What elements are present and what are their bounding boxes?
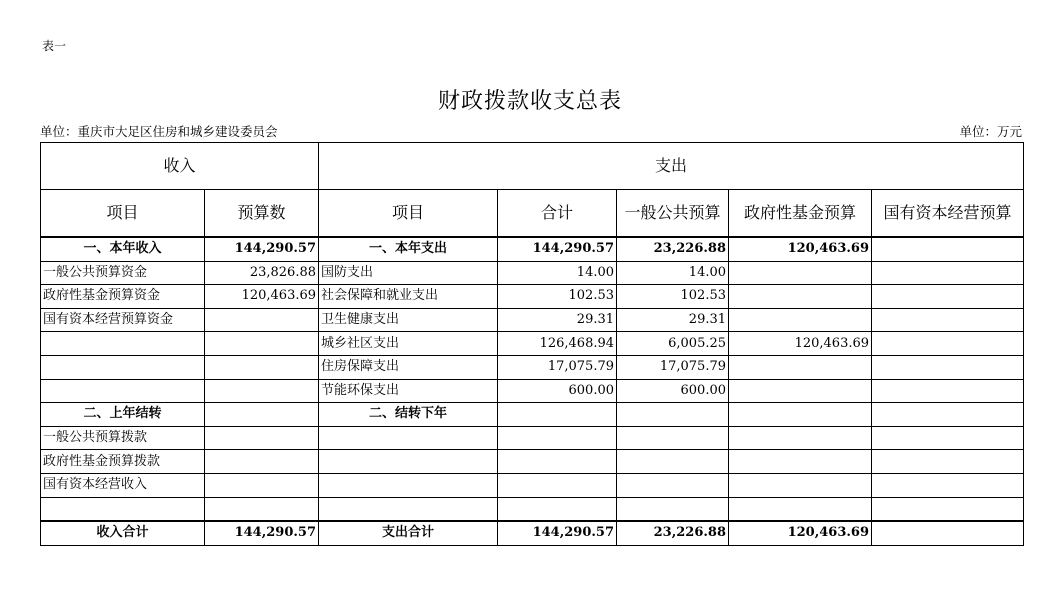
expense-fund [729, 355, 872, 379]
table-row [41, 355, 1024, 379]
table-row [41, 237, 1024, 261]
table-number: 表一 [42, 39, 67, 53]
expense-fund [729, 379, 872, 403]
income-total-amount: 144,290.57 [205, 521, 319, 545]
expense-general: 23,226.88 [617, 237, 729, 261]
expense-total [498, 403, 617, 427]
expense-general: 14.00 [617, 261, 729, 285]
income-item [41, 332, 205, 356]
expense-state [872, 285, 1024, 309]
expense-fund: 120,463.69 [729, 521, 872, 545]
expense-total: 14.00 [498, 261, 617, 285]
income-amount [205, 355, 319, 379]
expense-general [617, 473, 729, 497]
expense-fund [729, 308, 872, 332]
unit-currency: 单位：万元 [959, 124, 1022, 139]
expense-general [617, 497, 729, 521]
expense-state [872, 308, 1024, 332]
table-row [41, 285, 1024, 309]
expense-general: 17,075.79 [617, 355, 729, 379]
income-total-label: 收入合计 [41, 521, 205, 545]
expense-fund [729, 426, 872, 450]
income-amount [205, 403, 319, 427]
table-row [41, 261, 1024, 285]
table-row [41, 332, 1024, 356]
expense-total: 144,290.57 [498, 521, 617, 545]
income-amount [205, 308, 319, 332]
income-item: 政府性基金预算拨款 [41, 450, 205, 474]
expense-item: 一、本年支出 [319, 237, 498, 261]
expense-item: 社会保障和就业支出 [319, 285, 498, 309]
expense-general [617, 450, 729, 474]
income-amount [205, 379, 319, 403]
income-amount: 120,463.69 [205, 285, 319, 309]
unit-organization: 单位：重庆市大足区住房和城乡建设委员会 [40, 124, 278, 139]
expense-state [872, 426, 1024, 450]
income-item: 一般公共预算资金 [41, 261, 205, 285]
expense-total: 126,468.94 [498, 332, 617, 356]
income-item: 国有资本经营预算资金 [41, 308, 205, 332]
income-item: 政府性基金预算资金 [41, 285, 205, 309]
expense-fund [729, 497, 872, 521]
page-title: 财政拨款收支总表 [437, 89, 622, 114]
expense-general: 23,226.88 [617, 521, 729, 545]
income-amount: 23,826.88 [205, 261, 319, 285]
table-row [41, 450, 1024, 474]
expense-total [498, 497, 617, 521]
income-amount [205, 473, 319, 497]
expense-total: 600.00 [498, 379, 617, 403]
table-row [41, 426, 1024, 450]
expense-item [319, 450, 498, 474]
expense-item [319, 473, 498, 497]
expense-total: 29.31 [498, 308, 617, 332]
expense-item: 节能环保支出 [319, 379, 498, 403]
expense-state [872, 450, 1024, 474]
header-general: 一般公共预算 [617, 190, 729, 238]
expense-item: 城乡社区支出 [319, 332, 498, 356]
header-total: 合计 [498, 190, 617, 238]
expense-item [319, 497, 498, 521]
expense-fund [729, 473, 872, 497]
expense-state [872, 261, 1024, 285]
expense-general: 102.53 [617, 285, 729, 309]
expense-general [617, 426, 729, 450]
expense-state [872, 403, 1024, 427]
expense-total: 17,075.79 [498, 355, 617, 379]
income-amount [205, 332, 319, 356]
income-item [41, 497, 205, 521]
income-item [41, 355, 205, 379]
income-item: 一、本年收入 [41, 237, 205, 261]
header-expense: 支出 [319, 143, 1024, 190]
expense-item: 二、结转下年 [319, 403, 498, 427]
expense-general [617, 403, 729, 427]
expense-fund [729, 403, 872, 427]
header-row-group [41, 143, 1024, 190]
table-row [41, 308, 1024, 332]
expense-state [872, 521, 1024, 545]
header-expense-item: 项目 [319, 190, 498, 238]
budget-table [40, 142, 1024, 546]
expense-fund [729, 450, 872, 474]
header-income-budget: 预算数 [205, 190, 319, 238]
expense-state [872, 379, 1024, 403]
table-row [41, 473, 1024, 497]
table-row [41, 379, 1024, 403]
expense-general: 6,005.25 [617, 332, 729, 356]
expense-item [319, 426, 498, 450]
expense-total-label: 支出合计 [319, 521, 498, 545]
expense-item: 住房保障支出 [319, 355, 498, 379]
income-item: 二、上年结转 [41, 403, 205, 427]
income-amount [205, 450, 319, 474]
expense-state [872, 332, 1024, 356]
header-income: 收入 [41, 143, 319, 190]
table-row [41, 403, 1024, 427]
expense-state [872, 473, 1024, 497]
income-amount [205, 426, 319, 450]
income-item: 国有资本经营收入 [41, 473, 205, 497]
expense-general: 29.31 [617, 308, 729, 332]
income-item: 一般公共预算拨款 [41, 426, 205, 450]
expense-total [498, 450, 617, 474]
header-row-columns [41, 190, 1024, 238]
income-amount: 144,290.57 [205, 237, 319, 261]
expense-state [872, 497, 1024, 521]
table-row-total [41, 521, 1024, 545]
expense-state [872, 237, 1024, 261]
expense-fund: 120,463.69 [729, 332, 872, 356]
expense-fund: 120,463.69 [729, 237, 872, 261]
expense-total [498, 426, 617, 450]
expense-general: 600.00 [617, 379, 729, 403]
income-item [41, 379, 205, 403]
expense-state [872, 355, 1024, 379]
expense-total [498, 473, 617, 497]
header-income-item: 项目 [41, 190, 205, 238]
expense-item: 卫生健康支出 [319, 308, 498, 332]
header-state: 国有资本经营预算 [872, 190, 1024, 238]
expense-item: 国防支出 [319, 261, 498, 285]
expense-fund [729, 285, 872, 309]
expense-fund [729, 261, 872, 285]
header-fund: 政府性基金预算 [729, 190, 872, 238]
income-amount [205, 497, 319, 521]
table-row [41, 497, 1024, 521]
expense-total: 144,290.57 [498, 237, 617, 261]
expense-total: 102.53 [498, 285, 617, 309]
